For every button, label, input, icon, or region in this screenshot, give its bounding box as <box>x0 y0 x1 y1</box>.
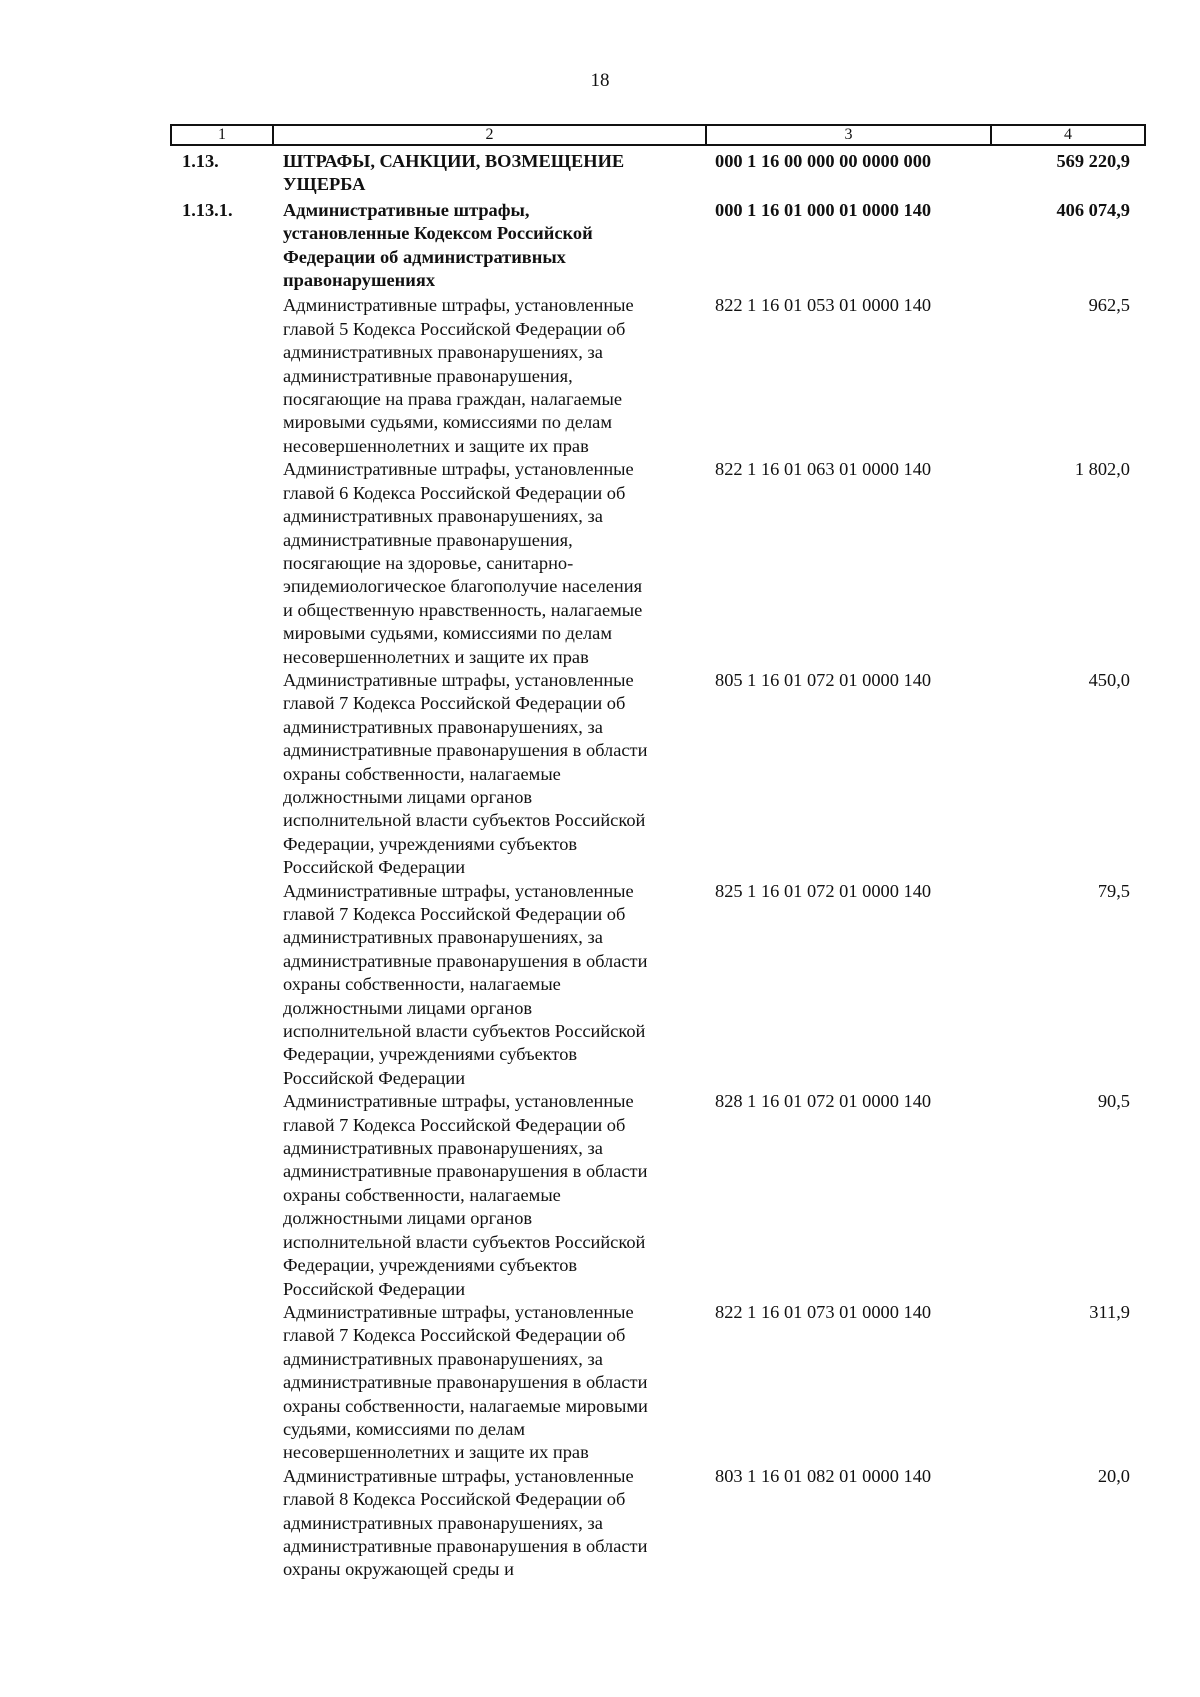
row-number: 1.13.1. <box>182 199 233 220</box>
description-line: должностными лицами органов <box>283 1208 533 1229</box>
description-line: главой 7 Кодекса Российской Федерации об <box>283 904 626 924</box>
table-row <box>170 1301 1146 1465</box>
budget-code: 822 1 16 01 063 01 0000 140 <box>715 459 932 480</box>
row-number <box>170 880 272 1091</box>
description-line: Федерации, учреждениями субъектов <box>283 833 578 854</box>
row-description <box>272 294 705 458</box>
description-line: УЩЕРБА <box>283 174 366 195</box>
amount: 1 802,0 <box>1074 459 1130 480</box>
amount: 569 220,9 <box>1056 151 1130 171</box>
description-line: Российской Федерации <box>283 857 466 878</box>
budget-code: 822 1 16 01 073 01 0000 140 <box>715 1301 932 1322</box>
description-line: ШТРАФЫ, САНКЦИИ, ВОЗМЕЩЕНИЕ <box>283 151 625 171</box>
description-line: Федерации, учреждениями субъектов <box>283 1255 578 1276</box>
description-line: посягающие на здоровье, санитарно- <box>283 552 574 573</box>
description-line: эпидемиологическое благополучие населения <box>283 576 643 597</box>
description-line: Федерации, учреждениями субъектов <box>283 1044 578 1065</box>
description-line: Административные штрафы, установленные <box>283 1465 634 1486</box>
description-line: административные правонарушения в области <box>283 1372 648 1393</box>
amount: 79,5 <box>1097 880 1130 901</box>
table-row <box>170 669 1146 880</box>
description-line: исполнительной власти субъектов Российской <box>283 1231 646 1252</box>
budget-code: 828 1 16 01 072 01 0000 140 <box>715 1091 932 1112</box>
description-line: административные правонарушения в области <box>283 740 648 761</box>
budget-code: 805 1 16 01 072 01 0000 140 <box>715 669 932 690</box>
description-line: административных правонарушениях, за <box>283 506 603 527</box>
description-line: административных правонарушениях, за <box>283 1138 603 1159</box>
description-line: административные правонарушения в области <box>283 1535 648 1556</box>
row-description <box>272 199 705 293</box>
budget-code: 000 1 16 00 000 00 0000 000 <box>715 151 932 171</box>
table-header <box>170 124 1146 146</box>
description-line: административных правонарушениях, за <box>283 342 603 363</box>
description-line: несовершеннолетних и защите их прав <box>283 435 589 456</box>
row-number: 1.13. <box>182 151 219 171</box>
description-line: главой 8 Кодекса Российской Федерации об <box>283 1489 626 1510</box>
description-line: административные правонарушения, <box>283 529 573 550</box>
row-description <box>272 458 705 669</box>
row-number <box>170 458 272 669</box>
description-line: правонарушениях <box>283 270 436 291</box>
description-line: Административные штрафы, установленные <box>283 880 634 901</box>
row-number <box>170 1301 272 1465</box>
description-line: главой 5 Кодекса Российской Федерации об <box>283 318 626 339</box>
description-line: Административные штрафы, установленные <box>283 1091 634 1112</box>
description-line: Российской Федерации <box>283 1067 466 1088</box>
row-description <box>272 669 705 880</box>
table-row <box>170 294 1146 458</box>
description-line: охраны собственности, налагаемые мировыми <box>283 1395 648 1416</box>
description-line: исполнительной власти субъектов Российской <box>283 1021 646 1042</box>
row-number <box>170 1465 272 1582</box>
row-number <box>170 294 272 458</box>
description-line: несовершеннолетних и защите их прав <box>283 1442 589 1463</box>
table-body <box>170 150 1146 1582</box>
description-line: административных правонарушениях, за <box>283 1512 603 1533</box>
table-row <box>170 1090 1146 1301</box>
row-number <box>170 1090 272 1301</box>
description-line: главой 6 Кодекса Российской Федерации об <box>283 482 626 503</box>
row-description <box>272 150 705 197</box>
description-line: Административные штрафы, установленные <box>283 669 634 690</box>
description-line: Административные штрафы, установленные <box>283 1301 634 1322</box>
column-header-1: 1 <box>172 126 274 144</box>
description-line: охраны окружающей среды и <box>283 1559 514 1580</box>
column-header-2: 2 <box>274 126 707 144</box>
table-row <box>170 880 1146 1091</box>
description-line: мировыми судьями, комиссиями по делам <box>283 623 612 644</box>
amount: 450,0 <box>1088 669 1130 690</box>
description-line: Федерации об административных <box>283 246 566 267</box>
table-row <box>170 150 1146 197</box>
description-line: главой 7 Кодекса Российской Федерации об <box>283 693 626 714</box>
description-line: установленные Кодексом Российской <box>283 223 593 244</box>
description-line: административных правонарушениях, за <box>283 927 603 948</box>
description-line: охраны собственности, налагаемые <box>283 974 561 995</box>
column-header-3: 3 <box>707 126 992 144</box>
budget-code: 822 1 16 01 053 01 0000 140 <box>715 295 932 316</box>
budget-code: 000 1 16 01 000 01 0000 140 <box>715 199 932 220</box>
budget-code: 803 1 16 01 082 01 0000 140 <box>715 1465 932 1486</box>
row-description <box>272 1090 705 1301</box>
description-line: исполнительной власти субъектов Российской <box>283 810 646 831</box>
description-line: Административные штрафы, установленные <box>283 459 634 480</box>
row-description <box>272 1465 705 1582</box>
description-line: несовершеннолетних и защите их прав <box>283 646 589 667</box>
page-number: 18 <box>590 70 610 91</box>
description-line: Российской Федерации <box>283 1278 466 1299</box>
description-line: охраны собственности, налагаемые <box>283 763 561 784</box>
description-line: главой 7 Кодекса Российской Федерации об <box>283 1114 626 1135</box>
description-line: судьями, комиссиями по делам <box>283 1418 525 1439</box>
amount: 962,5 <box>1088 295 1130 316</box>
description-line: должностными лицами органов <box>283 997 533 1018</box>
amount: 20,0 <box>1097 1465 1130 1486</box>
description-line: и общественную нравственность, налагаемые <box>283 599 643 620</box>
table-row <box>170 458 1146 669</box>
description-line: мировыми судьями, комиссиями по делам <box>283 412 612 433</box>
description-line: охраны собственности, налагаемые <box>283 1184 561 1205</box>
description-line: административные правонарушения, <box>283 365 573 386</box>
row-number <box>170 669 272 880</box>
description-line: административные правонарушения в области <box>283 1161 648 1182</box>
description-line: Административные штрафы, установленные <box>283 295 634 316</box>
description-line: должностными лицами органов <box>283 786 533 807</box>
row-description <box>272 880 705 1091</box>
budget-code: 825 1 16 01 072 01 0000 140 <box>715 880 932 901</box>
amount: 90,5 <box>1097 1091 1130 1112</box>
row-description <box>272 1301 705 1465</box>
description-line: посягающие на права граждан, налагаемые <box>283 389 623 410</box>
description-line: главой 7 Кодекса Российской Федерации об <box>283 1325 626 1346</box>
description-line: Административные штрафы, <box>283 199 530 220</box>
table-row <box>170 1465 1146 1582</box>
description-line: административные правонарушения в области <box>283 950 648 971</box>
column-header-4: 4 <box>1064 126 1072 143</box>
amount: 406 074,9 <box>1056 199 1130 220</box>
description-line: административных правонарушениях, за <box>283 1348 603 1369</box>
amount: 311,9 <box>1089 1301 1130 1322</box>
description-line: административных правонарушениях, за <box>283 716 603 737</box>
table-row <box>170 199 1146 293</box>
